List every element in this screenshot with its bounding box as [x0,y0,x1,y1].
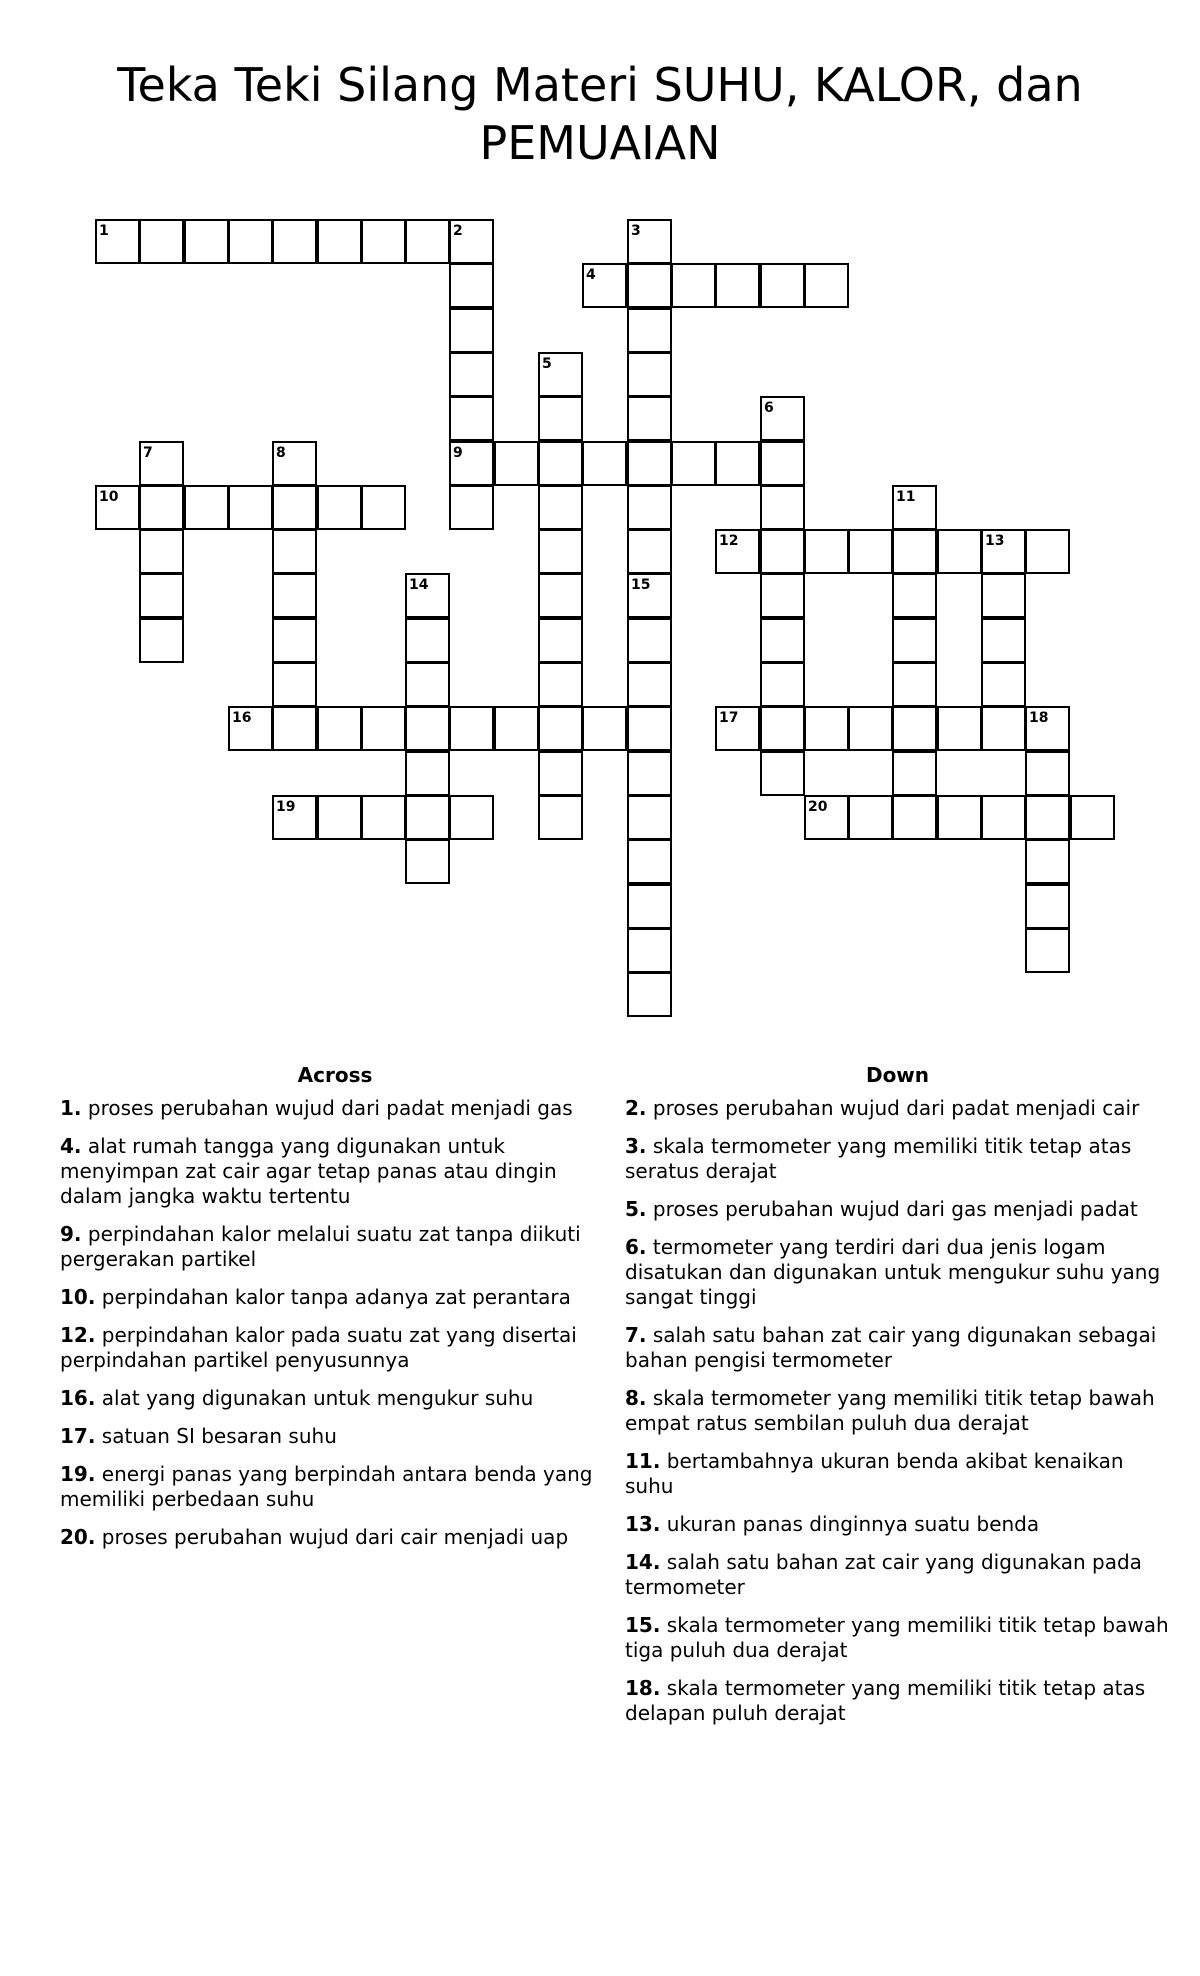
grid-cell[interactable] [892,573,937,618]
grid-cell[interactable] [1025,795,1070,840]
down-clue-list [625,1096,1170,1726]
cell-number: 6 [764,400,774,416]
grid-cell[interactable] [627,219,672,264]
down-clue [625,1676,1170,1726]
grid-cell[interactable] [317,795,362,840]
grid-cell[interactable] [272,219,317,264]
grid-cell[interactable] [715,529,760,574]
across-clue [60,1285,610,1310]
grid-cell[interactable] [627,751,672,796]
grid-cell[interactable] [538,396,583,441]
grid-cell[interactable] [981,573,1026,618]
grid-cell[interactable] [449,263,494,308]
cell-number: 5 [542,356,552,372]
grid-cell[interactable] [405,751,450,796]
grid-cell[interactable] [139,485,184,530]
clue-number: 16. [60,1386,96,1410]
clue-text: skala termometer yang memiliki titik tetap bawah empat ratus sembilan puluh dua derajat [625,1386,1155,1435]
grid-cell[interactable] [139,573,184,618]
grid-cell[interactable] [627,618,672,663]
down-heading: Down [865,1063,930,1087]
clue-text: skala termometer yang memiliki titik tetap bawah tiga puluh dua derajat [625,1613,1169,1662]
grid-cell[interactable] [228,485,273,530]
clue-number: 14. [625,1550,661,1574]
grid-cell[interactable] [494,706,539,751]
down-clue [625,1096,1170,1121]
cell-number: 10 [99,489,119,505]
grid-cell[interactable] [1025,529,1070,574]
grid-cell[interactable] [272,529,317,574]
clue-text: proses perubahan wujud dari padat menjadi cair [646,1096,1140,1120]
clue-number: 4. [60,1134,82,1158]
grid-cell[interactable] [892,662,937,707]
grid-cell[interactable] [317,706,362,751]
grid-cell[interactable] [848,529,893,574]
clue-text: bertambahnya ukuran benda akibat kenaikan suhu [625,1449,1124,1498]
across-clues [60,1062,610,1563]
grid-cell[interactable] [582,706,627,751]
cell-number: 13 [985,533,1005,549]
clue-text: satuan SI besaran suhu [95,1424,337,1448]
grid-cell[interactable] [981,529,1026,574]
grid-cell[interactable] [760,441,805,486]
clue-number: 10. [60,1285,96,1309]
cell-number: 12 [719,533,739,549]
cell-number: 19 [276,799,296,815]
clue-number: 17. [60,1424,96,1448]
clue-number: 11. [625,1449,661,1473]
grid-cell[interactable] [538,795,583,840]
down-clue [625,1323,1170,1373]
clue-text: ukuran panas dinginnya suatu benda [660,1512,1040,1536]
across-clue [60,1096,610,1121]
grid-cell[interactable] [627,662,672,707]
down-clue [625,1613,1170,1663]
grid-cell[interactable] [449,352,494,397]
grid-cell[interactable] [715,706,760,751]
grid-cell[interactable] [272,618,317,663]
across-clue [60,1323,610,1373]
grid-cell[interactable] [760,618,805,663]
clue-number: 7. [625,1323,647,1347]
cell-number: 7 [143,445,153,461]
grid-cell[interactable] [538,751,583,796]
cell-number: 16 [232,710,252,726]
grid-cell[interactable] [760,396,805,441]
grid-cell[interactable] [272,441,317,486]
clue-number: 19. [60,1462,96,1486]
grid-cell[interactable] [1025,884,1070,929]
cell-number: 20 [808,799,828,815]
grid-cell[interactable] [95,485,140,530]
grid-cell[interactable] [892,618,937,663]
clue-number: 2. [625,1096,647,1120]
clue-number: 9. [60,1222,82,1246]
grid-cell[interactable] [317,219,362,264]
puzzle-title-line2: PEMUAIAN [479,116,721,170]
grid-cell[interactable] [627,795,672,840]
grid-cell[interactable] [627,308,672,353]
across-clue [60,1525,610,1550]
grid-cell[interactable] [760,662,805,707]
grid-cell[interactable] [760,529,805,574]
clue-text: alat yang digunakan untuk mengukur suhu [95,1386,534,1410]
grid-cell[interactable] [272,485,317,530]
grid-cell[interactable] [361,795,406,840]
grid-cell[interactable] [671,441,716,486]
puzzle-title-line1: Teka Teki Silang Materi SUHU, KALOR, dan [117,58,1083,112]
across-clue [60,1462,610,1512]
grid-cell[interactable] [1070,795,1115,840]
grid-cell[interactable] [582,441,627,486]
grid-cell[interactable] [494,441,539,486]
grid-cell[interactable] [981,706,1026,751]
clue-text: proses perubahan wujud dari cair menjadi uap [95,1525,569,1549]
clue-number: 13. [625,1512,661,1536]
clue-text: perpindahan kalor melalui suatu zat tanpa diikuti pergerakan partikel [60,1222,581,1271]
grid-cell[interactable] [760,573,805,618]
grid-cell[interactable] [1025,706,1070,751]
grid-cell[interactable] [804,263,849,308]
grid-cell[interactable] [538,618,583,663]
grid-cell[interactable] [627,396,672,441]
across-clue [60,1134,610,1209]
cell-number: 11 [896,489,916,505]
grid-cell[interactable] [627,839,672,884]
grid-cell[interactable] [760,751,805,796]
down-clue [625,1134,1170,1184]
clue-text: energi panas yang berpindah antara benda yang memiliki perbedaan suhu [60,1462,593,1511]
cell-number: 4 [586,267,596,283]
grid-cell[interactable] [760,485,805,530]
cell-number: 14 [409,577,429,593]
cell-number: 1 [99,223,109,239]
clue-text: salah satu bahan zat cair yang digunakan sebagai bahan pengisi termometer [625,1323,1157,1372]
grid-cell[interactable] [937,706,982,751]
grid-cell[interactable] [804,795,849,840]
grid-cell[interactable] [937,529,982,574]
clue-text: alat rumah tangga yang digunakan untuk menyimpan zat cair agar tetap panas atau dingin dalam jangka waktu tertentu [60,1134,557,1208]
clue-number: 5. [625,1197,647,1221]
cell-number: 8 [276,445,286,461]
cell-number: 18 [1029,710,1049,726]
grid-cell[interactable] [405,839,450,884]
grid-cell[interactable] [892,529,937,574]
grid-cell[interactable] [538,441,583,486]
grid-cell[interactable] [449,441,494,486]
grid-cell[interactable] [627,485,672,530]
across-clue [60,1424,610,1449]
grid-cell[interactable] [848,795,893,840]
grid-cell[interactable] [361,219,406,264]
grid-cell[interactable] [361,706,406,751]
clue-text: proses perubahan wujud dari gas menjadi padat [646,1197,1138,1221]
grid-cell[interactable] [981,618,1026,663]
grid-cell[interactable] [405,662,450,707]
grid-cell[interactable] [848,706,893,751]
down-clue [625,1197,1170,1222]
clue-number: 20. [60,1525,96,1549]
down-clue [625,1386,1170,1436]
grid-cell[interactable] [405,706,450,751]
grid-cell[interactable] [582,263,627,308]
cell-number: 3 [631,223,641,239]
grid-cell[interactable] [272,573,317,618]
grid-cell[interactable] [449,706,494,751]
grid-cell[interactable] [139,529,184,574]
across-clue [60,1386,610,1411]
clue-text: perpindahan kalor tanpa adanya zat perantara [95,1285,571,1309]
cell-number: 2 [453,223,463,239]
down-clue [625,1235,1170,1310]
across-heading: Across [297,1063,373,1087]
clue-number: 12. [60,1323,96,1347]
grid-cell[interactable] [627,352,672,397]
grid-cell[interactable] [405,618,450,663]
grid-cell[interactable] [892,751,937,796]
grid-cell[interactable] [627,441,672,486]
grid-cell[interactable] [627,263,672,308]
grid-cell[interactable] [228,219,273,264]
grid-cell[interactable] [1025,839,1070,884]
clue-text: salah satu bahan zat cair yang digunakan pada termometer [625,1550,1142,1599]
grid-cell[interactable] [892,485,937,530]
grid-cell[interactable] [449,485,494,530]
grid-cell[interactable] [139,441,184,486]
grid-cell[interactable] [538,573,583,618]
grid-cell[interactable] [538,485,583,530]
grid-cell[interactable] [627,884,672,929]
grid-cell[interactable] [1025,928,1070,973]
grid-cell[interactable] [760,263,805,308]
grid-cell[interactable] [361,485,406,530]
grid-cell[interactable] [449,795,494,840]
grid-cell[interactable] [538,706,583,751]
grid-cell[interactable] [715,441,760,486]
clue-number: 18. [625,1676,661,1700]
clue-number: 15. [625,1613,661,1637]
grid-cell[interactable] [317,485,362,530]
grid-cell[interactable] [1025,751,1070,796]
grid-cell[interactable] [760,706,805,751]
clue-text: proses perubahan wujud dari padat menjadi gas [81,1096,573,1120]
clue-text: skala termometer yang memiliki titik tetap atas seratus derajat [625,1134,1132,1183]
grid-cell[interactable] [627,529,672,574]
grid-cell[interactable] [405,219,450,264]
cell-number: 15 [631,577,651,593]
grid-cell[interactable] [272,795,317,840]
down-clues [625,1062,1170,1739]
grid-cell[interactable] [538,529,583,574]
clue-text: perpindahan kalor pada suatu zat yang disertai perpindahan partikel penyusunnya [60,1323,577,1372]
grid-cell[interactable] [272,662,317,707]
grid-cell[interactable] [228,706,273,751]
grid-cell[interactable] [627,972,672,1017]
grid-cell[interactable] [937,795,982,840]
clue-number: 8. [625,1386,647,1410]
cell-number: 17 [719,710,739,726]
across-clue [60,1222,610,1272]
grid-cell[interactable] [139,219,184,264]
grid-cell[interactable] [405,573,450,618]
grid-cell[interactable] [405,795,450,840]
grid-cell[interactable] [272,706,317,751]
across-clue-list [60,1096,610,1550]
grid-cell[interactable] [538,352,583,397]
grid-cell[interactable] [981,662,1026,707]
grid-cell[interactable] [139,618,184,663]
down-clue [625,1449,1170,1499]
grid-cell[interactable] [804,706,849,751]
grid-cell[interactable] [449,308,494,353]
clue-number: 1. [60,1096,82,1120]
grid-cell[interactable] [715,263,760,308]
clue-text: termometer yang terdiri dari dua jenis logam disatukan dan digunakan untuk mengukur suhu yang sangat tinggi [625,1235,1161,1309]
grid-cell[interactable] [95,219,140,264]
down-clue [625,1550,1170,1600]
grid-cell[interactable] [627,928,672,973]
grid-cell[interactable] [804,529,849,574]
grid-cell[interactable] [892,706,937,751]
grid-cell[interactable] [671,263,716,308]
clue-text: skala termometer yang memiliki titik tetap atas delapan puluh derajat [625,1676,1146,1725]
grid-cell[interactable] [538,662,583,707]
grid-cell[interactable] [627,573,672,618]
down-clue [625,1512,1170,1537]
grid-cell[interactable] [184,219,229,264]
cell-number: 9 [453,445,463,461]
grid-cell[interactable] [449,219,494,264]
grid-cell[interactable] [449,396,494,441]
grid-cell[interactable] [981,795,1026,840]
grid-cell[interactable] [184,485,229,530]
grid-cell[interactable] [892,795,937,840]
grid-cell[interactable] [627,706,672,751]
clue-number: 6. [625,1235,647,1259]
clue-number: 3. [625,1134,647,1158]
